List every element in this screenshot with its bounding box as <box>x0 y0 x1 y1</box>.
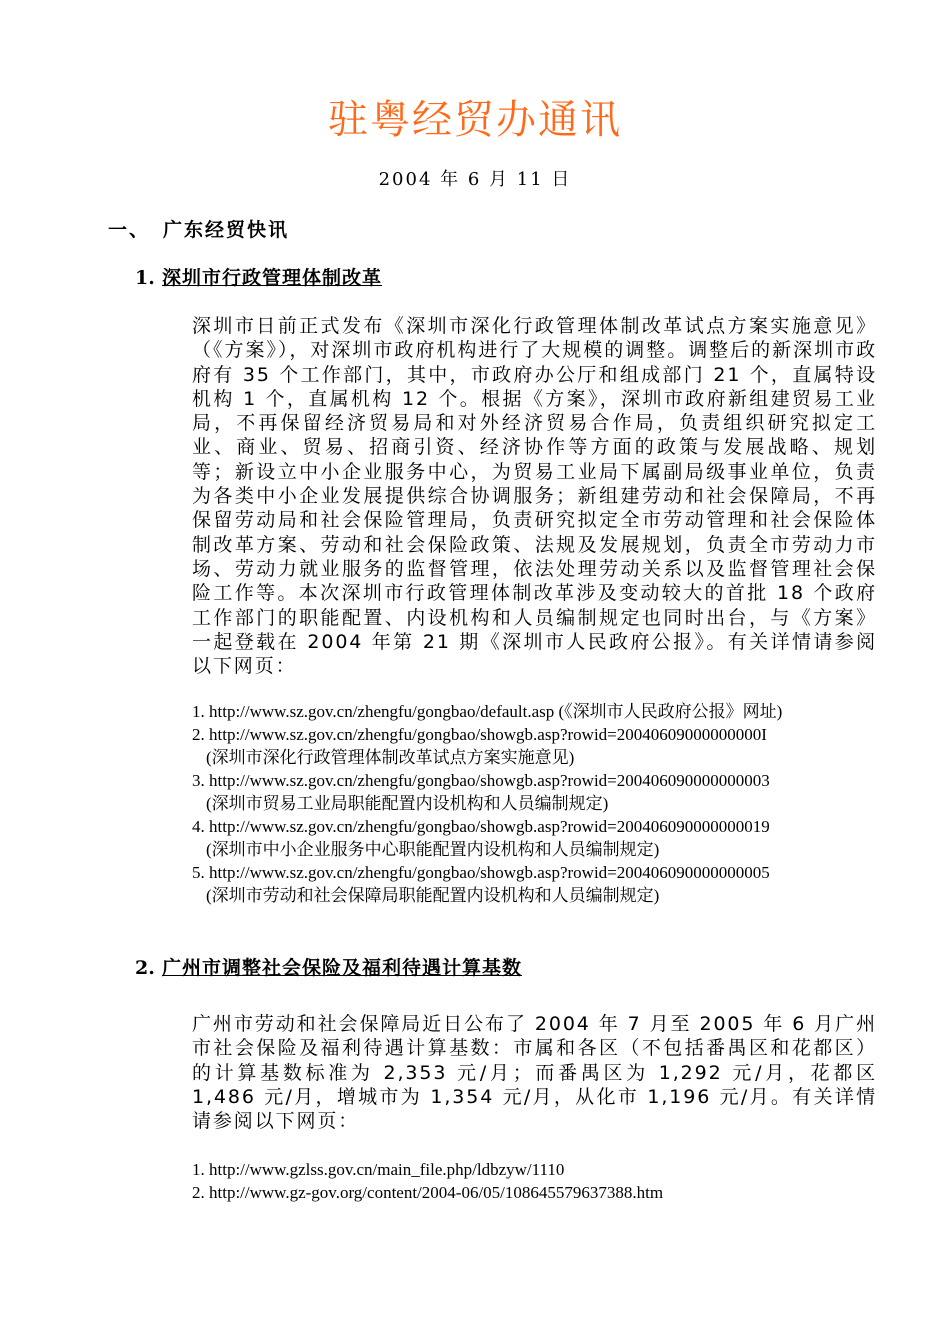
section-heading <box>108 216 289 244</box>
link-list-1 <box>192 700 912 907</box>
section-number: 一、 <box>108 219 151 241</box>
article-body-1: 深圳市日前正式发布《深圳市深化行政管理体制改革试点方案实施意见》（《方案》），对深圳市政府机构进行了大规模的调整。调整后的新深圳市政府有 35 个工作部门，其中，市政府办公厅和组成部门 21 个，直属特设机构 1 个，直属机构 12 个。根据《方案》，深圳市政府新组建贸易工业局，不再保留经济贸易局和对外经济贸易合作局，负责组织研究拟定工业、商业、贸易、招商引资、经济协作等方面的政策与发展战略、规划等；新设立中小企业服务中心，为贸易工业局下属副局级事业单位，负责为各类中小企业发展提供综合协调服务；新组建劳动和社会保障局，不再保留劳动局和社会保险管理局，负责研究拟定全市劳动管理和社会保险体制改革方案、劳动和社会保险政策、法规及发展规划，负责全市劳动力市场、劳动力就业服务的监督管理，依法处理劳动关系以及监督管理社会保险工作等。本次深圳市行政管理体制改革涉及变动较大的首批 18 个政府工作部门的职能配置、内设机构和人员编制规定也同时出台，与《方案》一起登载在 2004 年第 21 期《深圳市人民政府公报》。有关详情请参阅以下网页： <box>192 315 877 678</box>
article-title: 广州市调整社会保险及福利待遇计算基数 <box>162 957 523 979</box>
article-number: 1. <box>135 267 155 289</box>
article-heading-2 <box>135 954 522 982</box>
section-title: 广东经贸快讯 <box>163 219 290 241</box>
link-note: (深圳市贸易工业局职能配置内设机构和人员编制规定) <box>206 794 609 813</box>
article-number: 2. <box>135 957 155 979</box>
article-title: 深圳市行政管理体制改革 <box>162 267 383 289</box>
link-item[interactable]: 2. http://www.sz.gov.cn/zhengfu/gongbao/showgb.asp?rowid=20040609000000000I <box>192 725 767 744</box>
link-item[interactable]: 1. http://www.gzlss.gov.cn/main_file.php/ldbzyw/1110 <box>192 1160 565 1179</box>
issue-date: 2004 年 6 月 11 日 <box>378 169 572 190</box>
article-heading-1 <box>135 264 382 292</box>
article-body-2: 广州市劳动和社会保障局近日公布了 2004 年 7 月至 2005 年 6 月广州市社会保险及福利待遇计算基数：市属和各区（不包括番禺区和花都区）的计算基数标准为 2,353 元/月；而番禺区为 1,292 元/月，花都区 1,486 元/月，增城市为 1,354 元/月，从化市 1,196 元/月。有关详情请参阅以下网页： <box>192 1013 877 1133</box>
newsletter-title: 驻粤经贸办通讯 <box>328 97 622 143</box>
link-item[interactable]: 1. http://www.sz.gov.cn/zhengfu/gongbao/default.asp (《深圳市人民政府公报》网址) <box>192 702 783 721</box>
link-item[interactable]: 5. http://www.sz.gov.cn/zhengfu/gongbao/showgb.asp?rowid=200406090000000005 <box>192 863 770 882</box>
link-note: (深圳市深化行政管理体制改革试点方案实施意见) <box>206 748 575 767</box>
link-item[interactable]: 4. http://www.sz.gov.cn/zhengfu/gongbao/showgb.asp?rowid=200406090000000019 <box>192 817 770 836</box>
link-item[interactable]: 2. http://www.gz-gov.org/content/2004-06/05/108645579637388.htm <box>192 1183 664 1202</box>
link-note: (深圳市中小企业服务中心职能配置内设机构和人员编制规定) <box>206 840 660 859</box>
link-note: (深圳市劳动和社会保障局职能配置内设机构和人员编制规定) <box>206 886 660 905</box>
link-item[interactable]: 3. http://www.sz.gov.cn/zhengfu/gongbao/showgb.asp?rowid=200406090000000003 <box>192 771 770 790</box>
link-list-2 <box>192 1158 912 1204</box>
